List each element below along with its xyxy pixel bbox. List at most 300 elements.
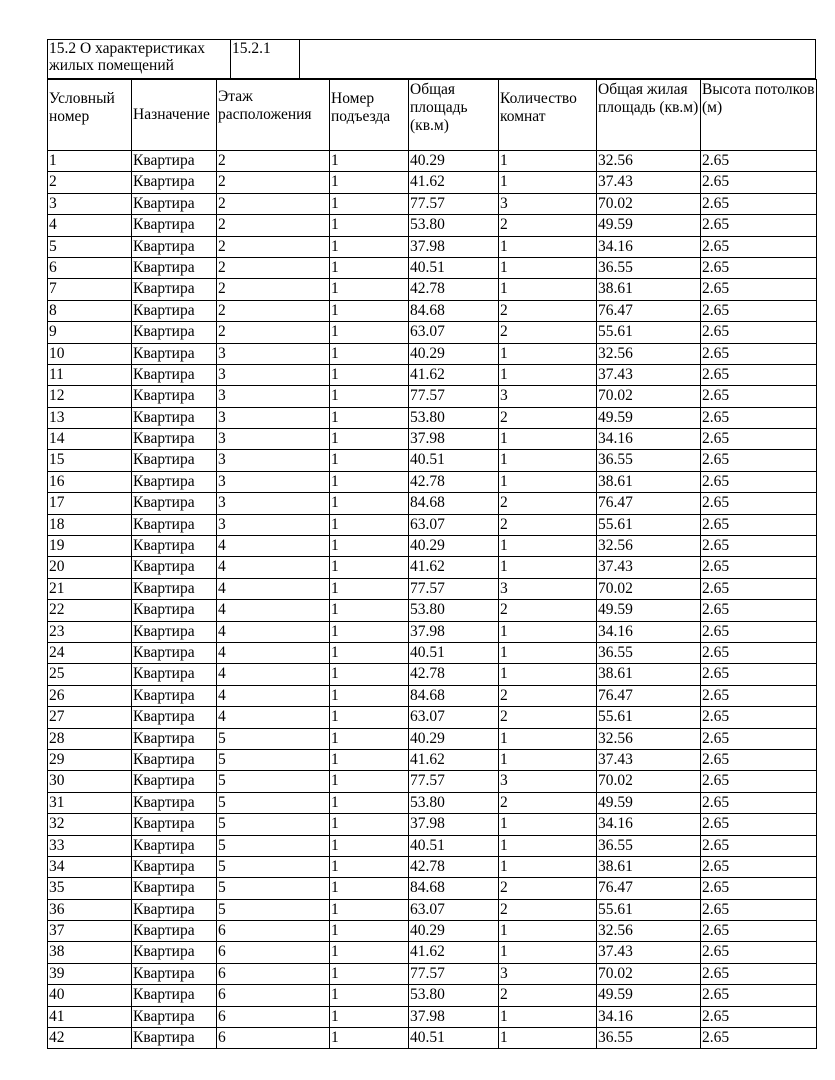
- cell-purpose: Квартира: [132, 236, 217, 257]
- table-row: [48, 343, 817, 364]
- cell-purpose: Квартира: [132, 300, 217, 321]
- cell-number: 15: [48, 450, 132, 471]
- table-row: [48, 642, 817, 663]
- section-code: 15.2.1: [231, 40, 300, 79]
- cell-entrance: 1: [330, 814, 409, 835]
- cell-entrance: 1: [330, 749, 409, 770]
- cell-living-area: 37.43: [597, 364, 701, 385]
- cell-rooms: 1: [499, 621, 597, 642]
- cell-total-area: 42.78: [409, 856, 499, 877]
- cell-purpose: Квартира: [132, 707, 217, 728]
- cell-entrance: 1: [330, 792, 409, 813]
- cell-total-area: 63.07: [409, 322, 499, 343]
- col-header-rooms: Количество комнат: [499, 80, 597, 151]
- cell-number: 30: [48, 771, 132, 792]
- table-row: [48, 835, 817, 856]
- cell-total-area: 77.57: [409, 193, 499, 214]
- cell-ceiling-height: 2.65: [701, 471, 817, 492]
- cell-number: 17: [48, 493, 132, 514]
- table-row: [48, 471, 817, 492]
- table-row: [48, 942, 817, 963]
- cell-entrance: 1: [330, 942, 409, 963]
- col-header-number: Условный номер: [48, 80, 132, 151]
- cell-purpose: Квартира: [132, 450, 217, 471]
- cell-total-area: 42.78: [409, 664, 499, 685]
- cell-floor: 2: [217, 193, 330, 214]
- cell-ceiling-height: 2.65: [701, 835, 817, 856]
- cell-number: 10: [48, 343, 132, 364]
- cell-floor: 5: [217, 728, 330, 749]
- cell-entrance: 1: [330, 172, 409, 193]
- table-row: [48, 429, 817, 450]
- cell-rooms: 2: [499, 493, 597, 514]
- cell-number: 23: [48, 621, 132, 642]
- table-row: [48, 728, 817, 749]
- cell-purpose: Квартира: [132, 878, 217, 899]
- cell-rooms: 2: [499, 322, 597, 343]
- cell-floor: 3: [217, 514, 330, 535]
- cell-living-area: 55.61: [597, 899, 701, 920]
- cell-rooms: 1: [499, 814, 597, 835]
- cell-purpose: Квартира: [132, 899, 217, 920]
- cell-total-area: 40.51: [409, 450, 499, 471]
- cell-purpose: Квартира: [132, 749, 217, 770]
- cell-number: 34: [48, 856, 132, 877]
- cell-ceiling-height: 2.65: [701, 151, 817, 172]
- cell-purpose: Квартира: [132, 642, 217, 663]
- cell-total-area: 37.98: [409, 1006, 499, 1027]
- cell-total-area: 40.29: [409, 728, 499, 749]
- cell-rooms: 1: [499, 450, 597, 471]
- cell-number: 11: [48, 364, 132, 385]
- cell-floor: 5: [217, 771, 330, 792]
- table-row: [48, 792, 817, 813]
- cell-living-area: 34.16: [597, 429, 701, 450]
- cell-ceiling-height: 2.65: [701, 664, 817, 685]
- cell-purpose: Квартира: [132, 1006, 217, 1027]
- cell-floor: 2: [217, 257, 330, 278]
- cell-ceiling-height: 2.65: [701, 514, 817, 535]
- cell-floor: 4: [217, 557, 330, 578]
- cell-living-area: 49.59: [597, 792, 701, 813]
- cell-number: 19: [48, 536, 132, 557]
- cell-number: 22: [48, 600, 132, 621]
- cell-rooms: 2: [499, 600, 597, 621]
- cell-purpose: Квартира: [132, 514, 217, 535]
- table-row: [48, 707, 817, 728]
- cell-purpose: Квартира: [132, 386, 217, 407]
- cell-ceiling-height: 2.65: [701, 215, 817, 236]
- cell-total-area: 84.68: [409, 878, 499, 899]
- cell-living-area: 32.56: [597, 728, 701, 749]
- cell-number: 28: [48, 728, 132, 749]
- cell-living-area: 34.16: [597, 1006, 701, 1027]
- cell-rooms: 2: [499, 514, 597, 535]
- cell-rooms: 2: [499, 407, 597, 428]
- table-row: [48, 878, 817, 899]
- cell-purpose: Квартира: [132, 814, 217, 835]
- cell-ceiling-height: 2.65: [701, 557, 817, 578]
- cell-total-area: 42.78: [409, 279, 499, 300]
- cell-ceiling-height: 2.65: [701, 642, 817, 663]
- col-header-ceiling-height: Высота потолков (м): [701, 80, 817, 151]
- cell-total-area: 41.62: [409, 172, 499, 193]
- cell-total-area: 63.07: [409, 899, 499, 920]
- table-row: [48, 814, 817, 835]
- cell-floor: 3: [217, 343, 330, 364]
- cell-purpose: Квартира: [132, 493, 217, 514]
- cell-floor: 6: [217, 1006, 330, 1027]
- cell-total-area: 84.68: [409, 300, 499, 321]
- table-row: [48, 685, 817, 706]
- cell-floor: 2: [217, 151, 330, 172]
- cell-total-area: 41.62: [409, 557, 499, 578]
- cell-number: 41: [48, 1006, 132, 1027]
- cell-living-area: 70.02: [597, 386, 701, 407]
- cell-rooms: 1: [499, 279, 597, 300]
- cell-number: 27: [48, 707, 132, 728]
- cell-floor: 5: [217, 856, 330, 877]
- table-row: [48, 921, 817, 942]
- col-header-total-area: Общая площадь (кв.м): [409, 80, 499, 151]
- cell-entrance: 1: [330, 151, 409, 172]
- cell-ceiling-height: 2.65: [701, 343, 817, 364]
- cell-purpose: Квартира: [132, 963, 217, 984]
- section-extra: [300, 40, 816, 79]
- cell-rooms: 1: [499, 1028, 597, 1049]
- cell-total-area: 37.98: [409, 236, 499, 257]
- cell-floor: 2: [217, 322, 330, 343]
- cell-floor: 6: [217, 963, 330, 984]
- cell-total-area: 40.51: [409, 835, 499, 856]
- cell-number: 16: [48, 471, 132, 492]
- cell-total-area: 37.98: [409, 429, 499, 450]
- cell-rooms: 1: [499, 429, 597, 450]
- cell-rooms: 3: [499, 386, 597, 407]
- cell-entrance: 1: [330, 257, 409, 278]
- cell-rooms: 2: [499, 878, 597, 899]
- cell-floor: 3: [217, 429, 330, 450]
- table-row: [48, 236, 817, 257]
- cell-number: 21: [48, 578, 132, 599]
- cell-floor: 3: [217, 471, 330, 492]
- cell-ceiling-height: 2.65: [701, 236, 817, 257]
- section-header-row: [48, 40, 816, 79]
- cell-entrance: 1: [330, 471, 409, 492]
- cell-number: 40: [48, 985, 132, 1006]
- cell-floor: 4: [217, 536, 330, 557]
- cell-floor: 4: [217, 600, 330, 621]
- cell-entrance: 1: [330, 707, 409, 728]
- cell-entrance: 1: [330, 493, 409, 514]
- cell-number: 4: [48, 215, 132, 236]
- cell-total-area: 63.07: [409, 514, 499, 535]
- table-row: [48, 1006, 817, 1027]
- cell-living-area: 49.59: [597, 215, 701, 236]
- cell-ceiling-height: 2.65: [701, 707, 817, 728]
- cell-floor: 6: [217, 1028, 330, 1049]
- cell-total-area: 41.62: [409, 942, 499, 963]
- table-row: [48, 514, 817, 535]
- cell-living-area: 76.47: [597, 300, 701, 321]
- cell-number: 29: [48, 749, 132, 770]
- cell-rooms: 1: [499, 835, 597, 856]
- cell-rooms: 1: [499, 942, 597, 963]
- cell-ceiling-height: 2.65: [701, 621, 817, 642]
- cell-ceiling-height: 2.65: [701, 386, 817, 407]
- cell-total-area: 40.51: [409, 257, 499, 278]
- cell-number: 31: [48, 792, 132, 813]
- cell-entrance: 1: [330, 728, 409, 749]
- cell-ceiling-height: 2.65: [701, 963, 817, 984]
- cell-living-area: 38.61: [597, 856, 701, 877]
- table-row: [48, 386, 817, 407]
- cell-number: 32: [48, 814, 132, 835]
- cell-rooms: 3: [499, 963, 597, 984]
- cell-total-area: 77.57: [409, 963, 499, 984]
- cell-floor: 6: [217, 985, 330, 1006]
- cell-rooms: 2: [499, 792, 597, 813]
- cell-purpose: Квартира: [132, 429, 217, 450]
- cell-entrance: 1: [330, 1028, 409, 1049]
- cell-living-area: 76.47: [597, 685, 701, 706]
- cell-living-area: 34.16: [597, 236, 701, 257]
- cell-entrance: 1: [330, 343, 409, 364]
- table-row: [48, 322, 817, 343]
- cell-total-area: 40.51: [409, 642, 499, 663]
- cell-floor: 3: [217, 450, 330, 471]
- cell-floor: 3: [217, 493, 330, 514]
- cell-entrance: 1: [330, 279, 409, 300]
- cell-floor: 4: [217, 621, 330, 642]
- cell-total-area: 37.98: [409, 621, 499, 642]
- apartments-table: [47, 79, 817, 1049]
- cell-number: 37: [48, 921, 132, 942]
- cell-living-area: 37.43: [597, 557, 701, 578]
- table-row: [48, 215, 817, 236]
- cell-purpose: Квартира: [132, 536, 217, 557]
- table-row: [48, 172, 817, 193]
- cell-rooms: 2: [499, 899, 597, 920]
- cell-living-area: 37.43: [597, 942, 701, 963]
- cell-floor: 4: [217, 664, 330, 685]
- cell-number: 1: [48, 151, 132, 172]
- cell-purpose: Квартира: [132, 664, 217, 685]
- cell-purpose: Квартира: [132, 279, 217, 300]
- cell-ceiling-height: 2.65: [701, 493, 817, 514]
- cell-rooms: 1: [499, 364, 597, 385]
- cell-living-area: 38.61: [597, 471, 701, 492]
- cell-floor: 5: [217, 814, 330, 835]
- cell-rooms: 1: [499, 236, 597, 257]
- cell-rooms: 1: [499, 856, 597, 877]
- cell-entrance: 1: [330, 578, 409, 599]
- cell-floor: 4: [217, 685, 330, 706]
- cell-entrance: 1: [330, 557, 409, 578]
- col-header-purpose: Назначение: [132, 80, 217, 151]
- table-row: [48, 450, 817, 471]
- col-header-living-area: Общая жилая площадь (кв.м): [597, 80, 701, 151]
- cell-total-area: 63.07: [409, 707, 499, 728]
- cell-living-area: 70.02: [597, 963, 701, 984]
- cell-purpose: Квартира: [132, 728, 217, 749]
- cell-total-area: 41.62: [409, 749, 499, 770]
- cell-total-area: 40.29: [409, 536, 499, 557]
- cell-rooms: 2: [499, 707, 597, 728]
- cell-ceiling-height: 2.65: [701, 771, 817, 792]
- cell-living-area: 49.59: [597, 407, 701, 428]
- cell-rooms: 1: [499, 664, 597, 685]
- cell-entrance: 1: [330, 642, 409, 663]
- cell-number: 9: [48, 322, 132, 343]
- cell-ceiling-height: 2.65: [701, 1028, 817, 1049]
- cell-total-area: 77.57: [409, 578, 499, 599]
- cell-number: 6: [48, 257, 132, 278]
- col-header-entrance: Номер подъезда: [330, 80, 409, 151]
- cell-rooms: 1: [499, 343, 597, 364]
- cell-purpose: Квартира: [132, 151, 217, 172]
- cell-floor: 2: [217, 300, 330, 321]
- cell-total-area: 42.78: [409, 471, 499, 492]
- cell-number: 36: [48, 899, 132, 920]
- cell-ceiling-height: 2.65: [701, 257, 817, 278]
- cell-rooms: 2: [499, 300, 597, 321]
- cell-living-area: 32.56: [597, 536, 701, 557]
- cell-entrance: 1: [330, 536, 409, 557]
- cell-floor: 6: [217, 942, 330, 963]
- cell-living-area: 37.43: [597, 172, 701, 193]
- cell-floor: 5: [217, 749, 330, 770]
- cell-floor: 2: [217, 215, 330, 236]
- cell-living-area: 36.55: [597, 257, 701, 278]
- table-row: [48, 664, 817, 685]
- cell-total-area: 40.29: [409, 151, 499, 172]
- cell-total-area: 37.98: [409, 814, 499, 835]
- cell-number: 35: [48, 878, 132, 899]
- table-row: [48, 364, 817, 385]
- cell-purpose: Квартира: [132, 193, 217, 214]
- cell-number: 13: [48, 407, 132, 428]
- cell-ceiling-height: 2.65: [701, 942, 817, 963]
- cell-ceiling-height: 2.65: [701, 921, 817, 942]
- cell-ceiling-height: 2.65: [701, 728, 817, 749]
- table-row: [48, 1028, 817, 1049]
- cell-rooms: 1: [499, 257, 597, 278]
- cell-entrance: 1: [330, 985, 409, 1006]
- cell-total-area: 53.80: [409, 407, 499, 428]
- table-row: [48, 257, 817, 278]
- cell-entrance: 1: [330, 300, 409, 321]
- cell-rooms: 1: [499, 151, 597, 172]
- cell-number: 2: [48, 172, 132, 193]
- cell-living-area: 32.56: [597, 921, 701, 942]
- cell-total-area: 40.29: [409, 343, 499, 364]
- cell-living-area: 32.56: [597, 151, 701, 172]
- table-row: [48, 899, 817, 920]
- cell-living-area: 34.16: [597, 814, 701, 835]
- cell-living-area: 36.55: [597, 1028, 701, 1049]
- cell-rooms: 1: [499, 471, 597, 492]
- cell-purpose: Квартира: [132, 685, 217, 706]
- cell-purpose: Квартира: [132, 856, 217, 877]
- cell-entrance: 1: [330, 771, 409, 792]
- cell-purpose: Квартира: [132, 215, 217, 236]
- cell-total-area: 84.68: [409, 493, 499, 514]
- cell-purpose: Квартира: [132, 835, 217, 856]
- cell-number: 39: [48, 963, 132, 984]
- cell-purpose: Квартира: [132, 621, 217, 642]
- cell-floor: 2: [217, 236, 330, 257]
- cell-purpose: Квартира: [132, 921, 217, 942]
- cell-purpose: Квартира: [132, 942, 217, 963]
- cell-floor: 5: [217, 899, 330, 920]
- cell-ceiling-height: 2.65: [701, 792, 817, 813]
- cell-ceiling-height: 2.65: [701, 856, 817, 877]
- cell-ceiling-height: 2.65: [701, 429, 817, 450]
- cell-ceiling-height: 2.65: [701, 1006, 817, 1027]
- cell-ceiling-height: 2.65: [701, 985, 817, 1006]
- table-row: [48, 963, 817, 984]
- cell-ceiling-height: 2.65: [701, 685, 817, 706]
- cell-living-area: 49.59: [597, 600, 701, 621]
- cell-entrance: 1: [330, 193, 409, 214]
- cell-floor: 4: [217, 642, 330, 663]
- cell-entrance: 1: [330, 364, 409, 385]
- cell-number: 7: [48, 279, 132, 300]
- cell-entrance: 1: [330, 236, 409, 257]
- cell-living-area: 32.56: [597, 343, 701, 364]
- cell-rooms: 1: [499, 749, 597, 770]
- cell-purpose: Квартира: [132, 343, 217, 364]
- cell-purpose: Квартира: [132, 557, 217, 578]
- cell-number: 3: [48, 193, 132, 214]
- cell-living-area: 70.02: [597, 193, 701, 214]
- cell-living-area: 37.43: [597, 749, 701, 770]
- cell-living-area: 38.61: [597, 664, 701, 685]
- cell-entrance: 1: [330, 963, 409, 984]
- cell-number: 38: [48, 942, 132, 963]
- cell-living-area: 70.02: [597, 578, 701, 599]
- cell-number: 5: [48, 236, 132, 257]
- cell-ceiling-height: 2.65: [701, 578, 817, 599]
- cell-purpose: Квартира: [132, 257, 217, 278]
- cell-number: 20: [48, 557, 132, 578]
- cell-entrance: 1: [330, 450, 409, 471]
- cell-living-area: 36.55: [597, 642, 701, 663]
- cell-living-area: 34.16: [597, 621, 701, 642]
- table-row: [48, 621, 817, 642]
- cell-ceiling-height: 2.65: [701, 322, 817, 343]
- cell-total-area: 77.57: [409, 771, 499, 792]
- cell-total-area: 53.80: [409, 215, 499, 236]
- cell-living-area: 55.61: [597, 707, 701, 728]
- cell-purpose: Квартира: [132, 792, 217, 813]
- cell-ceiling-height: 2.65: [701, 193, 817, 214]
- cell-entrance: 1: [330, 835, 409, 856]
- cell-total-area: 41.62: [409, 364, 499, 385]
- cell-purpose: Квартира: [132, 1028, 217, 1049]
- cell-ceiling-height: 2.65: [701, 600, 817, 621]
- table-row: [48, 151, 817, 172]
- cell-ceiling-height: 2.65: [701, 279, 817, 300]
- cell-rooms: 1: [499, 557, 597, 578]
- cell-entrance: 1: [330, 514, 409, 535]
- cell-entrance: 1: [330, 878, 409, 899]
- cell-total-area: 77.57: [409, 386, 499, 407]
- cell-living-area: 36.55: [597, 450, 701, 471]
- cell-ceiling-height: 2.65: [701, 536, 817, 557]
- cell-purpose: Квартира: [132, 600, 217, 621]
